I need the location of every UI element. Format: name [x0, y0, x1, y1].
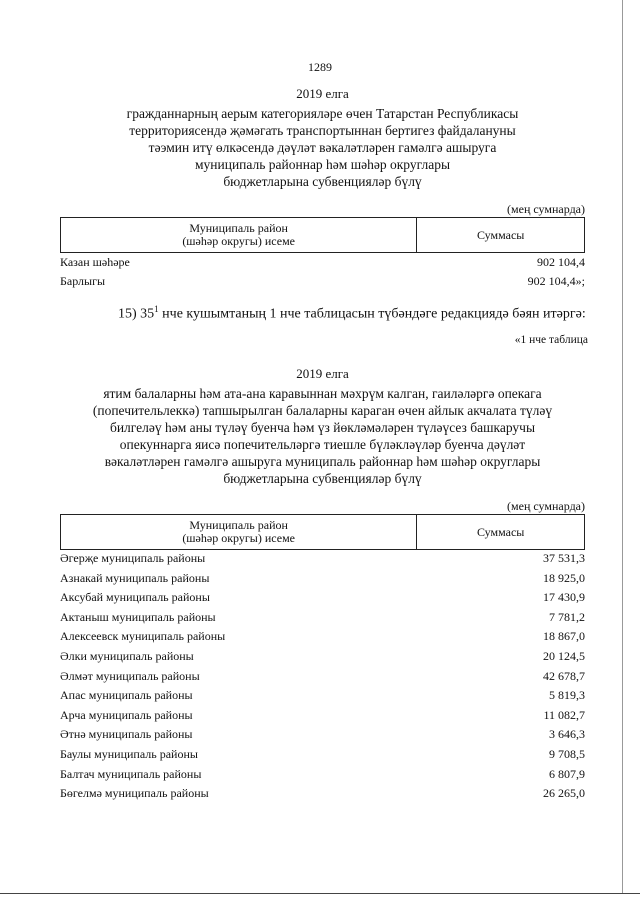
table-row: [60, 786, 585, 806]
row-name: Әтнә муниципаль районы: [60, 727, 193, 742]
paragraph-text: нче кушымтаның 1 нче таблицасын түбәндәге редакциядә бәян итәргә:: [158, 306, 586, 322]
row-value: 18 867,0: [543, 629, 585, 644]
table-note: «1 нче таблица: [514, 334, 588, 346]
row-name: Әлмәт муниципаль районы: [60, 668, 200, 683]
table1-section: [60, 86, 585, 293]
table2-section: [60, 366, 585, 806]
scan-border-bottom: [0, 893, 640, 894]
row-name: Алексеевск муниципаль районы: [60, 629, 226, 644]
table2-title: [60, 385, 585, 487]
row-name: Балтач муниципаль районы: [60, 766, 202, 781]
table1-body: [60, 255, 585, 293]
table-row: [60, 551, 585, 571]
table1-units: (мең сумнарда): [507, 202, 585, 216]
table-row: [60, 708, 585, 728]
row-value: 902 104,4»;: [527, 274, 585, 288]
row-value: 6 807,9: [549, 766, 585, 781]
table1-header: [60, 217, 585, 253]
table2-year: 2019 елга: [296, 366, 349, 381]
table1-col1-header: [61, 218, 417, 253]
table1-title-line: гражданнарның аерым категорияләре өчен Татарстан Республикасы: [126, 106, 519, 121]
table-row: [60, 747, 585, 767]
col1-header-line: Муниципаль район: [189, 221, 288, 235]
row-value: 5 819,3: [549, 688, 585, 703]
row-value: 26 265,0: [543, 786, 585, 801]
row-value: 37 531,3: [543, 551, 585, 565]
table2-body: [60, 551, 585, 806]
table2-title-line: (попечительлеккә) тапшырылган балаларны караган өчен айлык акчалата түләү: [92, 403, 553, 418]
row-value: 902 104,4: [537, 255, 585, 269]
row-name: Баулы муниципаль районы: [60, 746, 198, 761]
table2-col1-header: [61, 515, 417, 550]
table2-title-line: ятим балаларны һәм ата-ана каравыннан мәхрүм калган, гаиләләргә опекага: [103, 386, 542, 401]
page-number: 1289: [308, 60, 332, 74]
table1-title: [60, 105, 585, 190]
table-row: [60, 727, 585, 747]
row-value: 42 678,7: [543, 668, 585, 683]
table2-title-line: билгеләү һәм аны түләү буенча һәм үз йөкләмәләрен түләүсез башкаручы: [109, 420, 536, 435]
row-name: Азнакай муниципаль районы: [60, 570, 210, 585]
table2-header: [60, 514, 585, 550]
table1-title-line: тәэмин итү өлкәсендә дәүләт вәкаләтләрен гамәлгә ашыруга: [148, 140, 497, 155]
table1-col2-header: Суммасы: [417, 218, 585, 253]
amendment-paragraph: [118, 304, 598, 323]
table1-title-line: муниципаль районнар һәм шәһәр округлары: [194, 157, 451, 172]
row-value: 18 925,0: [543, 570, 585, 585]
table2-col2-header: Суммасы: [417, 515, 585, 550]
table2-title-line: бюджетларына субвенцияләр бүлү: [223, 471, 422, 486]
row-name: Апас муниципаль районы: [60, 688, 193, 703]
row-value: 11 082,7: [543, 707, 585, 722]
table-row: [60, 274, 585, 293]
table-row: [60, 571, 585, 591]
row-name: Арча муниципаль районы: [60, 707, 193, 722]
row-name: Барлыгы: [60, 274, 106, 288]
table-row: [60, 610, 585, 630]
table-row: [60, 629, 585, 649]
col1-header-line: (шәһәр округы) исеме: [182, 234, 295, 248]
col1-header-line: (шәһәр округы) исеме: [182, 531, 295, 545]
table2-title-line: опекуннарга яисә попечительләргә тиешле бүләкләүләр буенча дәүләт: [119, 437, 526, 452]
table-row: [60, 255, 585, 274]
table-row: [60, 590, 585, 610]
row-value: 20 124,5: [543, 648, 585, 663]
col1-header-line: Муниципаль район: [189, 518, 288, 532]
table2-units: (мең сумнарда): [507, 499, 585, 513]
table1-title-line: бюджетларына субвенцияләр бүлү: [223, 174, 422, 189]
row-name: Әлки муниципаль районы: [60, 648, 194, 663]
table2-title-line: вәкаләтләрен гамәлгә ашыруга муниципаль районнар һәм шәһәр округлары: [104, 454, 541, 469]
paragraph-prefix: 15) 35: [118, 306, 155, 322]
row-value: 7 781,2: [549, 609, 585, 624]
table1-title-line: территориясендә җәмәгать транспортыннан бертигез файдалануны: [129, 123, 516, 138]
table1-year: 2019 елга: [296, 86, 349, 101]
table-row: [60, 767, 585, 787]
row-name: Аксубай муниципаль районы: [60, 590, 210, 605]
row-name: Актаныш муниципаль районы: [60, 609, 216, 624]
scan-border-right: [622, 0, 623, 893]
table-row: [60, 649, 585, 669]
row-value: 17 430,9: [543, 590, 585, 605]
paragraph-superscript: 1: [154, 304, 159, 314]
row-value: 9 708,5: [549, 746, 585, 761]
table-row: [60, 669, 585, 689]
row-value: 3 646,3: [549, 727, 585, 742]
table-row: [60, 688, 585, 708]
row-name: Әгерҗе муниципаль районы: [60, 551, 206, 565]
row-name: Казан шәһәре: [60, 255, 130, 269]
row-name: Бөгелмә муниципаль районы: [60, 786, 209, 801]
